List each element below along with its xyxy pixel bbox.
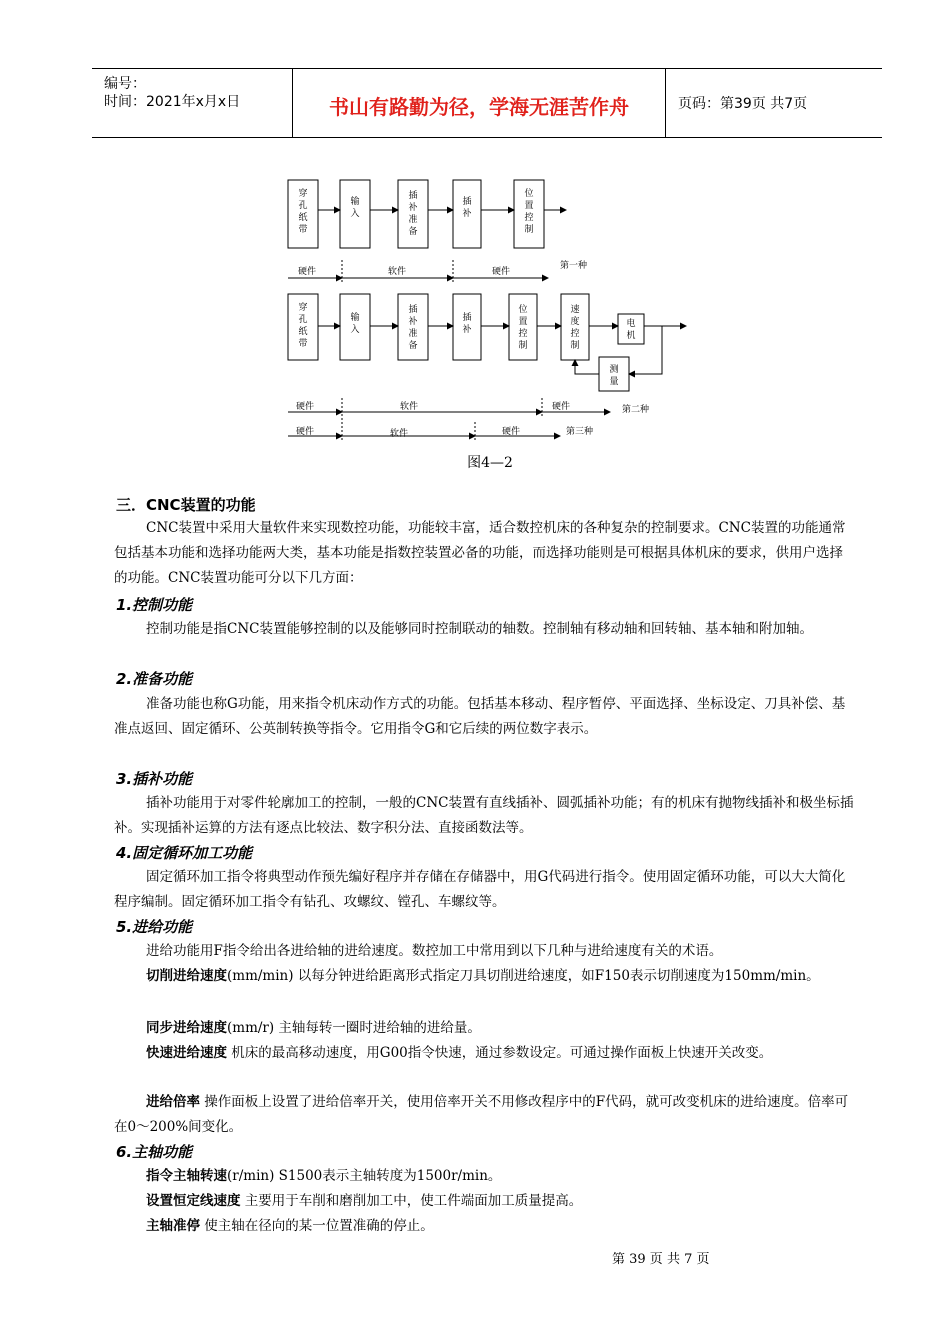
svg-text:插: 插 [462, 197, 472, 207]
svg-text:孔: 孔 [298, 315, 308, 325]
svg-text:补: 补 [408, 203, 418, 213]
svg-text:位: 位 [518, 305, 528, 315]
svg-text:准: 准 [408, 329, 418, 339]
svg-text:控: 控 [518, 329, 528, 339]
row1-segments [288, 259, 587, 284]
svg-text:速: 速 [570, 305, 580, 315]
svg-text:孔: 孔 [298, 201, 308, 211]
svg-text:位: 位 [524, 189, 534, 199]
motto: 书山有路勤为径，学海无涯苦作舟 [329, 95, 629, 119]
header-page-cell [666, 69, 882, 137]
svg-text:补: 补 [408, 317, 418, 327]
intro-text: CNC装置中采用大量软件来实现数控功能，功能较丰富，适合数控机床的各种复杂的控制要求。CNC装置的功能通常包括基本功能和选择功能两大类，基本功能是指数控装置必备的功能，而选择功能则是可根据具体机床的要求，供用户选择的功能。CNC装置功能可分以下几方面： [114, 520, 846, 586]
page-number: 页码：第39页 共7页 [678, 96, 808, 112]
row1-seg-hw2: 硬件 [492, 267, 511, 277]
svg-text:补: 补 [462, 325, 472, 335]
svg-text:备: 备 [408, 341, 418, 351]
svg-text:插: 插 [408, 305, 418, 315]
subsection-2-paragraph [114, 692, 854, 742]
svg-text:带: 带 [298, 339, 308, 349]
section-title: 三．CNC装置的功能 [116, 496, 256, 514]
row2-name: 第二种 [622, 405, 650, 415]
row1-box-labels [298, 187, 533, 237]
subsection-3-paragraph [114, 791, 854, 841]
document-time: 时间：2021年x月x日 [104, 94, 241, 110]
header-info-cell [92, 69, 293, 137]
svg-text:输: 输 [350, 313, 360, 323]
svg-text:量: 量 [609, 377, 619, 387]
subsection-2-text: 准备功能也称G功能，用来指令机床动作方式的功能。包括基本移动、程序暂停、平面选择、坐标设定、刀具补偿、基准点返回、固定循环、公英制转换等指令。它用指令G和它后续的两位数字表示。 [114, 696, 846, 737]
term-spindle-orient: 主轴准停 [146, 1218, 200, 1234]
subsection-3-title: 3.插补功能 [116, 770, 193, 788]
term-spindle-speed: 指令主轴转速 [146, 1168, 227, 1184]
svg-text:制: 制 [570, 341, 580, 351]
svg-text:测: 测 [609, 365, 619, 375]
svg-text:电: 电 [626, 319, 636, 329]
svg-text:制: 制 [524, 225, 534, 235]
svg-text:输: 输 [350, 197, 360, 207]
row1-seg-hw1: 硬件 [298, 267, 317, 277]
svg-text:补: 补 [462, 209, 472, 219]
subsection-5-title: 5.进给功能 [116, 918, 193, 936]
subsection-1-text: 控制功能是指CNC装置能够控制的以及能够同时控制联动的轴数。控制轴有移动轴和回转轴、基本轴和附加轴。 [146, 621, 813, 637]
subsection-5-paragraph [114, 939, 854, 964]
row2-boxes [288, 294, 686, 391]
figure-caption: 图4—2 [467, 455, 513, 471]
feed-term-override: 进给倍率 操作面板上设置了进给倍率开关，使用倍率开关不用修改程序中的F代码，就可改变机床的进给速度。倍率可在0～200%间变化。 [114, 1094, 849, 1135]
svg-text:控: 控 [524, 213, 534, 223]
svg-text:纸: 纸 [298, 327, 308, 337]
svg-text:准: 准 [408, 215, 418, 225]
svg-text:机: 机 [626, 331, 636, 341]
page-header [92, 68, 882, 138]
subsection-4-title: 4.固定循环加工功能 [116, 844, 253, 862]
term-sync-feed: 同步进给速度 [146, 1020, 227, 1036]
svg-text:软件: 软件 [400, 402, 419, 412]
svg-text:控: 控 [570, 329, 580, 339]
term-cutting-feed: 切削进给速度 [146, 968, 227, 984]
svg-text:硬件: 硬件 [296, 427, 315, 437]
subsection-3-text: 插补功能用于对零件轮廓加工的控制，一般的CNC装置有直线插补、圆弧插补功能；有的机床有抛物线插补和极坐标插补。实现插补运算的方法有逐点比较法、数字积分法、直接函数法等。 [114, 795, 854, 836]
svg-text:硬件: 硬件 [502, 427, 521, 437]
svg-text:插: 插 [408, 191, 418, 201]
row1-seg-sw: 软件 [388, 267, 407, 277]
svg-text:穿: 穿 [298, 303, 308, 313]
row3-name: 第三种 [566, 427, 594, 437]
cnc-block-diagram [270, 160, 700, 450]
svg-text:制: 制 [518, 341, 528, 351]
intro-paragraph [114, 516, 854, 591]
term-rapid-feed: 快速进给速度 [146, 1045, 227, 1061]
document-number: 编号： [104, 76, 146, 92]
feed-term-cutting: 切削进给速度(mm/min) 以每分钟进给距离形式指定刀具切削进给速度，如F150表示切削速度为150mm/min。 [146, 968, 820, 984]
subsection-1-paragraph [114, 617, 854, 642]
spindle-term-orient: 主轴准停 使主轴在径向的某一位置准确的停止。 [146, 1218, 434, 1234]
svg-text:入: 入 [350, 325, 360, 335]
page-footer: 第 39 页 共 7 页 [612, 1252, 710, 1267]
svg-text:纸: 纸 [298, 213, 308, 223]
row2-segments [288, 398, 649, 442]
feed-term-rapid: 快速进给速度 机床的最高移动速度，用G00指令快速，通过参数设定。可通过操作面板上快速开关改变。 [146, 1045, 773, 1061]
row1-name: 第一种 [560, 261, 588, 271]
subsection-4-text: 固定循环加工指令将典型动作预先编好程序并存储在存储器中，用G代码进行指令。使用固定循环功能，可以大大简化程序编制。固定循环加工指令有钻孔、攻螺纹、镗孔、车螺纹等。 [114, 869, 846, 910]
svg-text:入: 入 [350, 209, 360, 219]
svg-text:带: 带 [298, 225, 308, 235]
svg-text:硬件: 硬件 [552, 402, 571, 412]
svg-text:度: 度 [570, 317, 580, 327]
term-constant-surface-speed: 设置恒定线速度 [146, 1193, 241, 1209]
feed-term-sync: 同步进给速度(mm/r) 主轴每转一圈时进给轴的进给量。 [146, 1020, 481, 1036]
subsection-4-paragraph [114, 865, 854, 915]
spindle-term-speed: 指令主轴转速(r/min) S1500表示主轴转度为1500r/min。 [146, 1168, 502, 1184]
row1-label-1: 穿 [298, 189, 308, 199]
subsection-1-title: 1.控制功能 [116, 596, 193, 614]
svg-text:备: 备 [408, 227, 418, 237]
subsection-2-title: 2.准备功能 [116, 670, 193, 688]
term-feed-override: 进给倍率 [146, 1094, 200, 1110]
svg-text:软件: 软件 [390, 429, 409, 439]
svg-text:置: 置 [524, 201, 534, 211]
spindle-term-css: 设置恒定线速度 主要用于车削和磨削加工中，使工件端面加工质量提高。 [146, 1193, 583, 1209]
svg-text:插: 插 [462, 313, 472, 323]
svg-text:置: 置 [518, 317, 528, 327]
subsection-5-text: 进给功能用F指令给出各进给轴的进给速度。数控加工中常用到以下几种与进给速度有关的术语。 [146, 943, 723, 959]
header-motto-cell [293, 69, 666, 137]
subsection-6-title: 6.主轴功能 [116, 1143, 193, 1161]
svg-text:硬件: 硬件 [296, 402, 315, 412]
